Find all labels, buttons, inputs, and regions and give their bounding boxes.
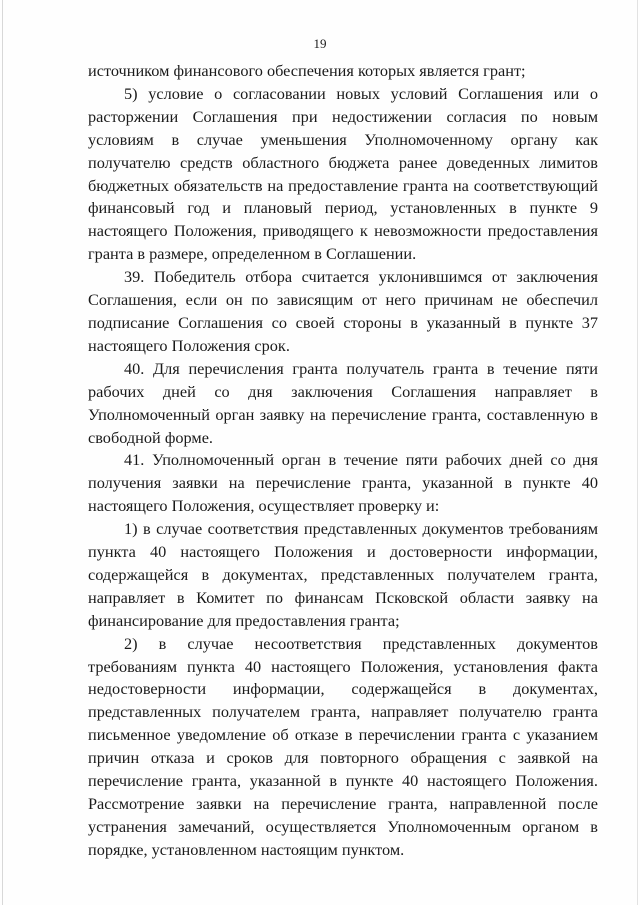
page-number: 19 — [313, 36, 327, 51]
paragraph-clause-40: 40. Для перечисления гранта получатель гранта в течение пяти рабочих дней со дня заключения Соглашения направляет в Уполномоченный орган заявку на перечисление гранта, составленную в свободной форме. — [88, 358, 598, 447]
paragraph-clause-41: 41. Уполномоченный орган в течение пяти рабочих дней со дня получения заявки на перечисление гранта, указанной в пункте 40 настоящего Положения, осуществляет проверку и: — [88, 450, 598, 516]
paragraph-item-5: 5) условие о согласовании новых условий Соглашения или о расторжении Соглашения при недостижении согласия по новым условиям в случае уменьшения Уполномоченному органу как получателю средств областного бюджета ранее доведенных лимитов бюджетных обязательств на предоставление гранта на соответствующий финансовый год и плановый период, установленных в пункте 9 настоящего Положения, приводящего к невозможности предоставления гранта в размере, определенном в Соглашении. — [88, 83, 598, 264]
document-body — [88, 60, 598, 862]
paragraph-item-1: 1) в случае соответствия представленных документов требованиям пункта 40 настоящего Положения и достоверности информации, содержащейся в документах, представленных получателем гранта, направляет в Комитет по финансам Псковской области заявку на финансирование для предоставления гранта; — [88, 519, 598, 630]
paragraph-item-2: 2) в случае несоответствия представленных документов требованиям пункта 40 настоящего Положения, установления факта недостоверности информации, содержащейся в документах, представленных получателем гранта, направляет получателю гранта письменное уведомление об отказе в перечислении гранта с указанием причин отказа и сроков для повторного обращения с заявкой на перечисление гранта, указанной в пункте 40 настоящего Положения. Рассмотрение заявки на перечисление гранта, направленной после устранения замечаний, осуществляется Уполномоченным органом в порядке, установленном настоящим пунктом. — [88, 633, 598, 859]
paragraph-clause-39: 39. Победитель отбора считается уклонившимся от заключения Соглашения, если он по зависящим от него причинам не обеспечил подписание Соглашения со своей стороны в указанный в пункте 37 настоящего Положения срок. — [88, 267, 598, 355]
paragraph-continuation: источником финансового обеспечения которых является грант; — [88, 61, 526, 80]
scan-edge-left — [2, 0, 3, 905]
scan-edge-right — [637, 0, 638, 905]
